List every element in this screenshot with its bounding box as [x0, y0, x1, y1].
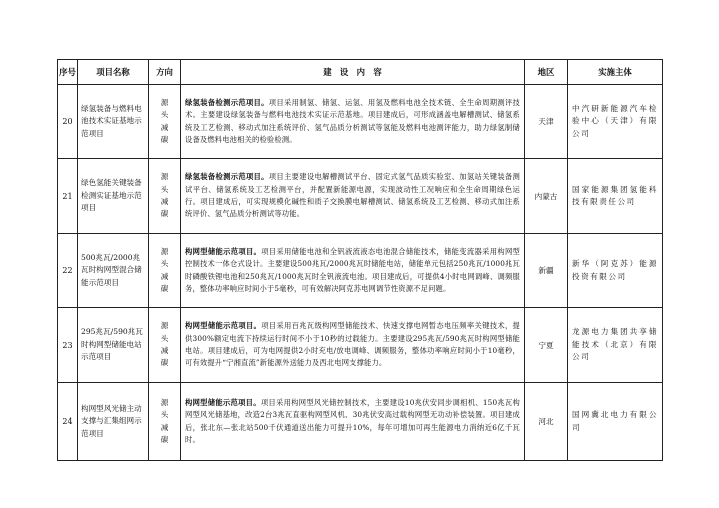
project-direction: 源头减碳 [149, 383, 181, 461]
row-num: 22 [58, 234, 78, 308]
project-region: 天津 [525, 85, 568, 159]
project-name: 构网型风光储主动支撑与汇集组网示范项目 [78, 383, 149, 461]
project-name: 绿氢装备与燃料电池技术实证基地示范项目 [78, 85, 149, 159]
header-region: 地区 [525, 60, 568, 85]
table-row [58, 159, 663, 234]
content-body: 项目采用储能电池和全钒液流液态电池混合储能技术，储能变流器采用构网型控制技术一体仓式设计。主要建设500兆瓦/2000兆瓦时储能电站，储能单元包括250兆瓦/1000兆瓦时磷酸铁锂电池和250兆瓦/1000兆瓦时全钒液流电池。项目建成后，可提供4小时电网调峰、调频服务，整体功率响应时间小于5毫秒，可有效解决阿克苏电网调节性资源不足问题。 [185, 246, 521, 293]
header-content: 建 设 内 容 [181, 60, 525, 85]
content-body: 项目主要建设电解槽测试平台、固定式氢气品质实验室、加氢站关键装备测试平台、储氢系统及工艺检测平台，并配置新能源电源，实现波动性工况响应和全生命周期绿色运行。项目建成后，可实现规模化碱性和质子交换膜电解槽测试、储氢系统及工艺检测、移动式加注系统评价、氢气品质分析测试等功能。 [185, 172, 520, 219]
project-entity: 国网冀北电力有限公司 [568, 383, 663, 461]
content-title: 绿氢装备检测示范项目。 [185, 172, 269, 182]
header-direction: 方向 [149, 60, 181, 85]
project-direction: 源头减碳 [149, 308, 181, 383]
project-name: 295兆瓦/590兆瓦时构网型储能电站示范项目 [78, 308, 149, 383]
content-title: 构网型储能示范项目。 [185, 397, 261, 407]
table-row [58, 234, 663, 308]
header-num: 序号 [58, 60, 78, 85]
row-num: 21 [58, 159, 78, 234]
project-entity: 龙源电力集团共享储能技术（北京）有限公司 [568, 308, 663, 383]
project-name: 绿色氢能关键装备检测实证基地示范项目 [78, 159, 149, 234]
table-row [58, 85, 663, 159]
project-direction: 源头减碳 [149, 234, 181, 308]
project-entity: 国家能源集团氢能科技有限责任公司 [568, 159, 663, 234]
content-body: 项目采用构网型风光储控制技术，主要建设10兆伏安同步调相机、150兆瓦构网型风光储基地，改造2台3兆瓦直驱构网型风机、30兆伏安高过载构网型无功动补偿装置。项目建成后，张北东—张北站500千伏通道送出能力可提升10%，每年可增加可再生能源电力消纳近6亿千瓦时。 [185, 397, 520, 444]
row-num: 24 [58, 383, 78, 461]
table-row [58, 308, 663, 383]
project-entity: 中汽研新能源汽车检验中心（天津）有限公司 [568, 85, 663, 159]
project-entity: 新华（阿克苏）能源投资有限公司 [568, 234, 663, 308]
header-name: 项目名称 [78, 60, 149, 85]
project-table [57, 59, 663, 461]
project-region: 宁夏 [525, 308, 568, 383]
row-num: 23 [58, 308, 78, 383]
project-content [181, 308, 525, 383]
table-row [58, 383, 663, 461]
project-region: 新疆 [525, 234, 568, 308]
project-region: 内蒙古 [525, 159, 568, 234]
project-content [181, 159, 525, 234]
row-num: 20 [58, 85, 78, 159]
project-direction: 源头减碳 [149, 85, 181, 159]
project-content [181, 383, 525, 461]
header-entity: 实施主体 [568, 60, 663, 85]
content-body: 项目采用制氢、储氢、运氢、用氢及燃料电池全技术链、全生命周期测评技术。主要建设绿氢装备与燃料电池技术实证示范基地。项目建成后，可形成涵盖电解槽测试、储氢系统及工艺检测、移动式加注系统评价、氢气品质分析测试等氢能及燃料电池测评能力，助力绿氢制储设备及燃料电池相关的检验检测。 [185, 97, 520, 144]
project-name: 500兆瓦/2000兆瓦时构网型混合储能示范项目 [78, 234, 149, 308]
content-title: 构网型储能示范项目。 [185, 321, 262, 331]
table-header-row [58, 60, 663, 85]
project-content [181, 85, 525, 159]
project-region: 河北 [525, 383, 568, 461]
content-body: 项目采用百兆瓦级构网型储能技术、快速支撑电网暂态电压频率关键技术，提供300%额定电流下持续运行时间不小于10秒的过载能力。主要建设295兆瓦/590兆瓦时构网型储能电站。项目建成后，可为电网提供2小时充电/放电调峰、调频服务，整体功率响应时间小于10毫秒，可有效提升“宁湘直流”新能源外送能力及西北电网支撑能力。 [185, 321, 521, 368]
project-content [181, 234, 525, 308]
content-title: 构网型储能示范项目。 [185, 246, 262, 256]
project-direction: 源头减碳 [149, 159, 181, 234]
content-title: 绿氢装备检测示范项目。 [185, 97, 269, 107]
